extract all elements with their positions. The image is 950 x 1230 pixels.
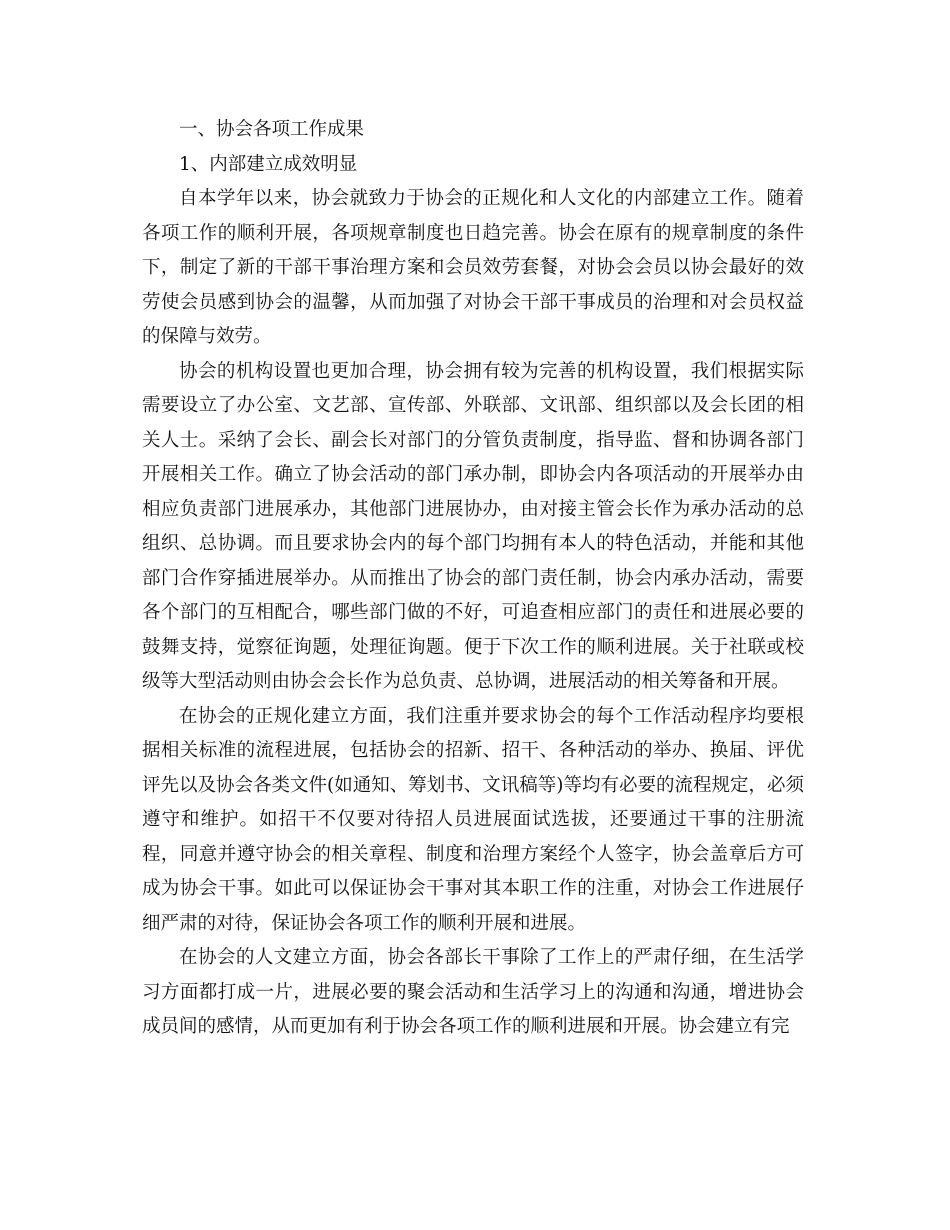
subsection-heading: 1、内部建立成效明显 xyxy=(179,153,358,175)
paragraph-standardization: 在协会的正规化建立方面，我们注重并要求协会的每个工作活动程序均要根据相关标准的流程进展，包括协会的招新、招干、各种活动的举办、换届、评优评先以及协会各类文件(如通知、筹划书、文讯稿等)等均有必要的流程规定，必须遵守和维护。如招干不仅要对待招人员进展面试选拔，还要通过干事的注册流程，同意并遵守协会的相关章程、制度和治理方案经个人签字，协会盖章后方可成为协会干事。如此可以保证协会干事对其本职工作的注重，对协会工作进展仔细严肃的对待，保证协会各项工作的顺利开展和进展。 xyxy=(142,705,804,934)
document-page xyxy=(142,113,804,1045)
paragraph-organization-structure: 协会的机构设置也更加合理，协会拥有较为完善的机构设置，我们根据实际需要设立了办公室、文艺部、宣传部、外联部、文讯部、组织部以及会长团的相关人士。采纳了会长、副会长对部门的分管负责制度，指导监、督和协调各部门开展相关工作。确立了协会活动的部门承办制，即协会内各项活动的开展举办由相应负责部门进展承办，其他部门进展协办，由对接主管会长作为承办活动的总组织、总协调。而且要求协会内的每个部门均拥有本人的特色活动，并能和其他部门合作穿插进展举办。从而推出了协会的部门责任制，协会内承办活动，需要各个部门的互相配合，哪些部门做的不好，可追查相应部门的责任和进展必要的鼓舞支持，觉察征询题，处理征询题。便于下次工作的顺利进展。关于社联或校级等大型活动则由协会会长作为总负责、总协调，进展活动的相关筹备和开展。 xyxy=(142,360,804,692)
section-heading: 一、协会各项工作成果 xyxy=(179,119,365,140)
paragraph-humanistic-construction: 在协会的人文建立方面，协会各部长干事除了工作上的严肃仔细，在生活学习方面都打成一片，进展必要的聚会活动和生活学习上的沟通和沟通，增进协会成员间的感情，从而更加有利于协会各项工作的顺利进展和开展。协会建立有完 xyxy=(142,947,804,1037)
paragraph-internal-construction: 自本学年以来，协会就致力于协会的正规化和人文化的内部建立工作。随着各项工作的顺利开展，各项规章制度也日趋完善。协会在原有的规章制度的条件下，制定了新的干部干事治理方案和会员效劳套餐，对协会会员以协会最好的效劳使会员感到协会的温馨，从而加强了对协会干部干事成员的治理和对会员权益的保障与效劳。 xyxy=(142,188,804,347)
